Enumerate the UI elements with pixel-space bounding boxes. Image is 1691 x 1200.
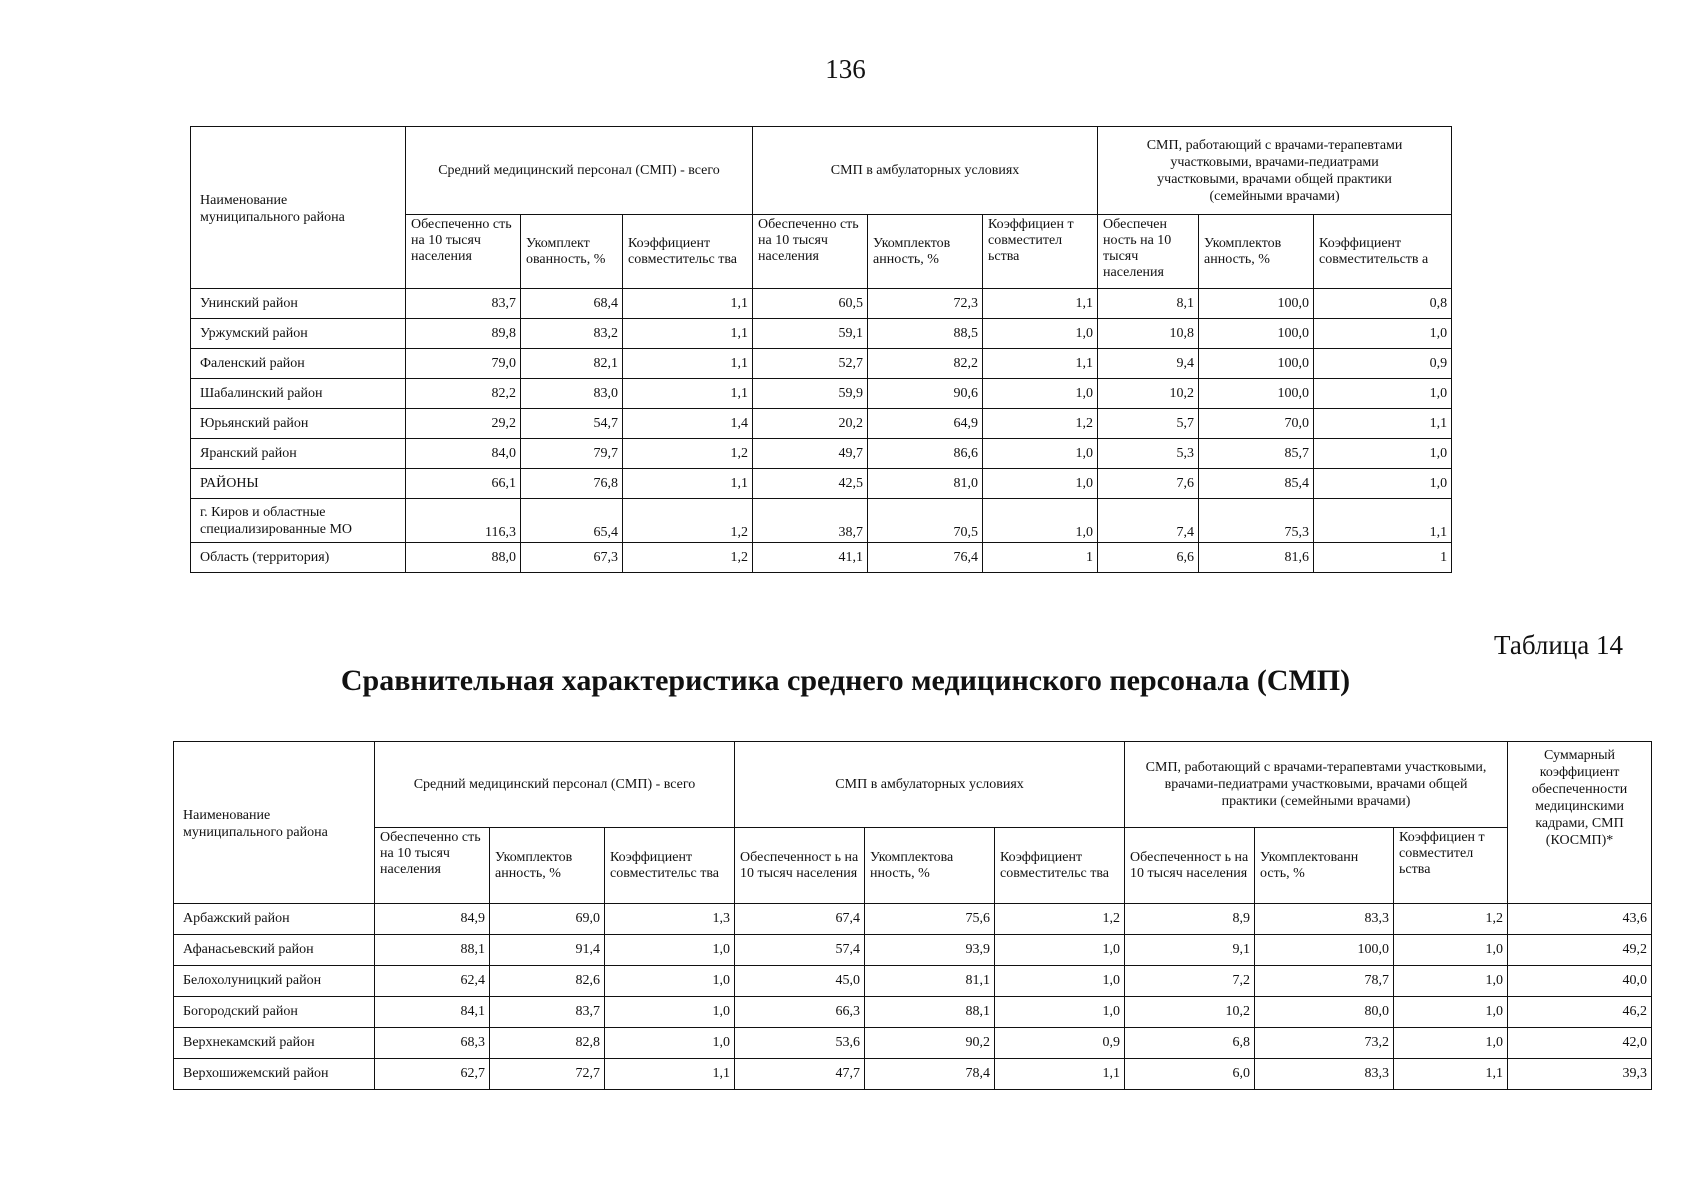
table-row	[191, 543, 1452, 573]
cell-value: 1,1	[623, 349, 753, 379]
cell-value: 1,1	[605, 1059, 735, 1090]
subcolumn-header: Коэффициент совместительс тва	[995, 828, 1125, 904]
cell-value: 66,3	[735, 997, 865, 1028]
cell-value: 116,3	[406, 499, 521, 543]
cell-value: 70,5	[868, 499, 983, 543]
cell-value: 0,8	[1314, 289, 1452, 319]
cell-value: 88,5	[868, 319, 983, 349]
cell-value: 5,7	[1098, 409, 1199, 439]
cell-value: 86,6	[868, 439, 983, 469]
cell-value: 1,0	[1314, 379, 1452, 409]
cell-value: 1,4	[623, 409, 753, 439]
subcolumn-header: Укомплектова нность, %	[865, 828, 995, 904]
cell-value: 84,0	[406, 439, 521, 469]
cell-value: 1,1	[1394, 1059, 1508, 1090]
group-header: СМП в амбулаторных условиях	[735, 742, 1125, 828]
cell-value: 6,8	[1125, 1028, 1255, 1059]
cell-value: 100,0	[1199, 349, 1314, 379]
cell-value: 9,1	[1125, 935, 1255, 966]
cell-value: 46,2	[1508, 997, 1652, 1028]
cell-value: 1,1	[983, 289, 1098, 319]
page-number: 136	[825, 54, 866, 84]
cell-value: 1,0	[1394, 1028, 1508, 1059]
cell-value: 88,1	[865, 997, 995, 1028]
cell-value: 1,2	[1394, 904, 1508, 935]
cell-value: 62,4	[375, 966, 490, 997]
cell-value: 1,0	[1394, 997, 1508, 1028]
cell-value: 1,1	[623, 289, 753, 319]
cell-value: 72,7	[490, 1059, 605, 1090]
cell-value: 1	[1314, 543, 1452, 573]
bottom-table	[173, 741, 1652, 1090]
cell-value: 43,6	[1508, 904, 1652, 935]
cell-value: 75,3	[1199, 499, 1314, 543]
subcolumn-header: Обеспеченно сть на 10 тысяч населения	[375, 828, 490, 904]
subcolumn-header: Обеспеченно сть на 10 тысяч населения	[406, 215, 521, 289]
cell-value: 67,3	[521, 543, 623, 573]
cell-value: 49,2	[1508, 935, 1652, 966]
cell-value: 5,3	[1098, 439, 1199, 469]
cell-value: 8,9	[1125, 904, 1255, 935]
subcolumn-header: Обеспечен ность на 10 тысяч населения	[1098, 215, 1199, 289]
subcolumn-header: Коэффициен т совместител ьства	[983, 215, 1098, 289]
table-row	[191, 499, 1452, 543]
cell-value: 81,6	[1199, 543, 1314, 573]
row-name: Белохолуницкий район	[174, 966, 375, 997]
cell-value: 79,0	[406, 349, 521, 379]
row-name: Богородский район	[174, 997, 375, 1028]
cell-value: 100,0	[1199, 379, 1314, 409]
cell-value: 82,1	[521, 349, 623, 379]
cell-value: 82,2	[868, 349, 983, 379]
cell-value: 1,0	[605, 966, 735, 997]
cell-value: 85,4	[1199, 469, 1314, 499]
row-name: Яранский район	[191, 439, 406, 469]
table-row	[191, 379, 1452, 409]
subcolumn-header: Коэффициент совместительств а	[1314, 215, 1452, 289]
cell-value: 29,2	[406, 409, 521, 439]
cell-value: 1,2	[623, 543, 753, 573]
row-name: Юрьянский район	[191, 409, 406, 439]
cell-value: 45,0	[735, 966, 865, 997]
cell-value: 82,6	[490, 966, 605, 997]
cell-value: 57,4	[735, 935, 865, 966]
cell-value: 1,1	[983, 349, 1098, 379]
cell-value: 88,1	[375, 935, 490, 966]
table-row	[174, 997, 1652, 1028]
name-column-header: Наименование муниципального района	[191, 127, 406, 289]
cell-value: 20,2	[753, 409, 868, 439]
cell-value: 89,8	[406, 319, 521, 349]
subcolumn-header: Укомплектов анность, %	[868, 215, 983, 289]
cell-value: 60,5	[753, 289, 868, 319]
row-name: Верхнекамский район	[174, 1028, 375, 1059]
table-row	[191, 439, 1452, 469]
cell-value: 1,0	[605, 997, 735, 1028]
cell-value: 59,1	[753, 319, 868, 349]
group-header: Средний медицинский персонал (СМП) - всего	[375, 742, 735, 828]
cell-value: 80,0	[1255, 997, 1394, 1028]
cell-value: 100,0	[1255, 935, 1394, 966]
table-title: Сравнительная характеристика среднего медицинского персонала (СМП)	[340, 664, 1351, 697]
cell-value: 53,6	[735, 1028, 865, 1059]
cell-value: 68,3	[375, 1028, 490, 1059]
cell-value: 1,0	[1314, 319, 1452, 349]
cell-value: 0,9	[995, 1028, 1125, 1059]
table-row	[191, 289, 1452, 319]
group-header: СМП, работающий с врачами-терапевтами участковыми, врачами-педиатрами участковыми, врачами общей практики (семейными врачами)	[1125, 742, 1508, 828]
cell-value: 1,2	[995, 904, 1125, 935]
cell-value: 59,9	[753, 379, 868, 409]
row-name: Арбажский район	[174, 904, 375, 935]
cell-value: 7,4	[1098, 499, 1199, 543]
subcolumn-header: Коэффициен т совместител ьства	[1394, 828, 1508, 904]
cell-value: 10,2	[1098, 379, 1199, 409]
cell-value: 82,8	[490, 1028, 605, 1059]
cell-value: 49,7	[753, 439, 868, 469]
cell-value: 1,1	[623, 379, 753, 409]
subcolumn-header: Обеспеченност ь на 10 тысяч населения	[735, 828, 865, 904]
cell-value: 1,1	[995, 1059, 1125, 1090]
cell-value: 90,2	[865, 1028, 995, 1059]
cell-value: 42,5	[753, 469, 868, 499]
table-row	[191, 469, 1452, 499]
cell-value: 75,6	[865, 904, 995, 935]
cell-value: 65,4	[521, 499, 623, 543]
cell-value: 38,7	[753, 499, 868, 543]
cell-value: 84,1	[375, 997, 490, 1028]
cell-value: 6,0	[1125, 1059, 1255, 1090]
cell-value: 1,0	[605, 935, 735, 966]
cell-value: 83,7	[490, 997, 605, 1028]
table-row	[191, 349, 1452, 379]
cell-value: 1,2	[623, 439, 753, 469]
cell-value: 83,2	[521, 319, 623, 349]
cell-value: 1,0	[1314, 439, 1452, 469]
cell-value: 1,0	[983, 379, 1098, 409]
table-row	[191, 319, 1452, 349]
name-column-header: Наименование муниципального района	[174, 742, 375, 904]
cell-value: 39,3	[1508, 1059, 1652, 1090]
row-name: Уржумский район	[191, 319, 406, 349]
cell-value: 78,7	[1255, 966, 1394, 997]
cell-value: 6,6	[1098, 543, 1199, 573]
cell-value: 1,0	[1394, 935, 1508, 966]
subcolumn-header: Укомплектов анность, %	[490, 828, 605, 904]
cell-value: 8,1	[1098, 289, 1199, 319]
row-name: РАЙОНЫ	[191, 469, 406, 499]
cell-value: 0,9	[1314, 349, 1452, 379]
cell-value: 78,4	[865, 1059, 995, 1090]
group-header: СМП в амбулаторных условиях	[753, 127, 1098, 215]
subcolumn-header: Укомплектованн ость, %	[1255, 828, 1394, 904]
cell-value: 1,2	[983, 409, 1098, 439]
subcolumn-header: Укомплектов анность, %	[1199, 215, 1314, 289]
cell-value: 54,7	[521, 409, 623, 439]
table-row	[174, 935, 1652, 966]
top-table	[190, 126, 1452, 573]
row-name: Унинский район	[191, 289, 406, 319]
subcolumn-header: Обеспеченност ь на 10 тысяч населения	[1125, 828, 1255, 904]
row-name: Область (территория)	[191, 543, 406, 573]
cell-value: 82,2	[406, 379, 521, 409]
cell-value: 100,0	[1199, 289, 1314, 319]
cell-value: 81,0	[868, 469, 983, 499]
cell-value: 88,0	[406, 543, 521, 573]
subcolumn-header: Укомплект ованность, %	[521, 215, 623, 289]
cell-value: 7,2	[1125, 966, 1255, 997]
cell-value: 1,0	[605, 1028, 735, 1059]
cell-value: 83,7	[406, 289, 521, 319]
cell-value: 1,0	[995, 966, 1125, 997]
cell-value: 66,1	[406, 469, 521, 499]
subcolumn-header: Коэффициент совместительс тва	[623, 215, 753, 289]
cell-value: 81,1	[865, 966, 995, 997]
cell-value: 67,4	[735, 904, 865, 935]
cell-value: 10,2	[1125, 997, 1255, 1028]
table-caption: Таблица 14	[1494, 630, 1623, 660]
row-name: Афанасьевский район	[174, 935, 375, 966]
cell-value: 1,0	[983, 439, 1098, 469]
cell-value: 40,0	[1508, 966, 1652, 997]
cell-value: 64,9	[868, 409, 983, 439]
cell-value: 83,3	[1255, 904, 1394, 935]
cell-value: 83,0	[521, 379, 623, 409]
cell-value: 1,1	[1314, 499, 1452, 543]
subcolumn-header: Обеспеченно сть на 10 тысяч населения	[753, 215, 868, 289]
row-name: г. Киров и областные специализированные МО	[191, 499, 406, 543]
cell-value: 93,9	[865, 935, 995, 966]
cell-value: 76,4	[868, 543, 983, 573]
table-row	[174, 904, 1652, 935]
cell-value: 70,0	[1199, 409, 1314, 439]
group-header: Средний медицинский персонал (СМП) - всего	[406, 127, 753, 215]
cell-value: 52,7	[753, 349, 868, 379]
table-row	[191, 409, 1452, 439]
cell-value: 62,7	[375, 1059, 490, 1090]
cell-value: 1,1	[623, 319, 753, 349]
cell-value: 47,7	[735, 1059, 865, 1090]
cell-value: 91,4	[490, 935, 605, 966]
cell-value: 68,4	[521, 289, 623, 319]
cell-value: 1,0	[995, 935, 1125, 966]
cell-value: 1,0	[1314, 469, 1452, 499]
cell-value: 1,1	[623, 469, 753, 499]
table-row	[174, 1028, 1652, 1059]
cell-value: 1,1	[1314, 409, 1452, 439]
subcolumn-header: Коэффициент совместительс тва	[605, 828, 735, 904]
cell-value: 72,3	[868, 289, 983, 319]
table-row	[174, 966, 1652, 997]
cell-value: 83,3	[1255, 1059, 1394, 1090]
cell-value: 79,7	[521, 439, 623, 469]
row-name: Фаленский район	[191, 349, 406, 379]
cell-value: 1,0	[983, 469, 1098, 499]
group-header: СМП, работающий с врачами-терапевтами участковыми, врачами-педиатрами участковыми, врачами общей практики (семейными врачами)	[1098, 127, 1452, 215]
cell-value: 1,3	[605, 904, 735, 935]
cell-value: 85,7	[1199, 439, 1314, 469]
cell-value: 7,6	[1098, 469, 1199, 499]
cell-value: 1	[983, 543, 1098, 573]
cell-value: 1,0	[1394, 966, 1508, 997]
table-row	[174, 1059, 1652, 1090]
cell-value: 41,1	[753, 543, 868, 573]
row-name: Верхошижемский район	[174, 1059, 375, 1090]
cell-value: 90,6	[868, 379, 983, 409]
cell-value: 1,0	[983, 319, 1098, 349]
cell-value: 69,0	[490, 904, 605, 935]
cell-value: 100,0	[1199, 319, 1314, 349]
cell-value: 1,0	[995, 997, 1125, 1028]
row-name: Шабалинский район	[191, 379, 406, 409]
cell-value: 9,4	[1098, 349, 1199, 379]
cell-value: 1,2	[623, 499, 753, 543]
cell-value: 42,0	[1508, 1028, 1652, 1059]
group-header-kosmp: Суммарный коэффициент обеспеченности медицинскими кадрами, СМП (КОСМП)*	[1508, 742, 1652, 904]
cell-value: 10,8	[1098, 319, 1199, 349]
cell-value: 84,9	[375, 904, 490, 935]
cell-value: 76,8	[521, 469, 623, 499]
cell-value: 1,0	[983, 499, 1098, 543]
cell-value: 73,2	[1255, 1028, 1394, 1059]
